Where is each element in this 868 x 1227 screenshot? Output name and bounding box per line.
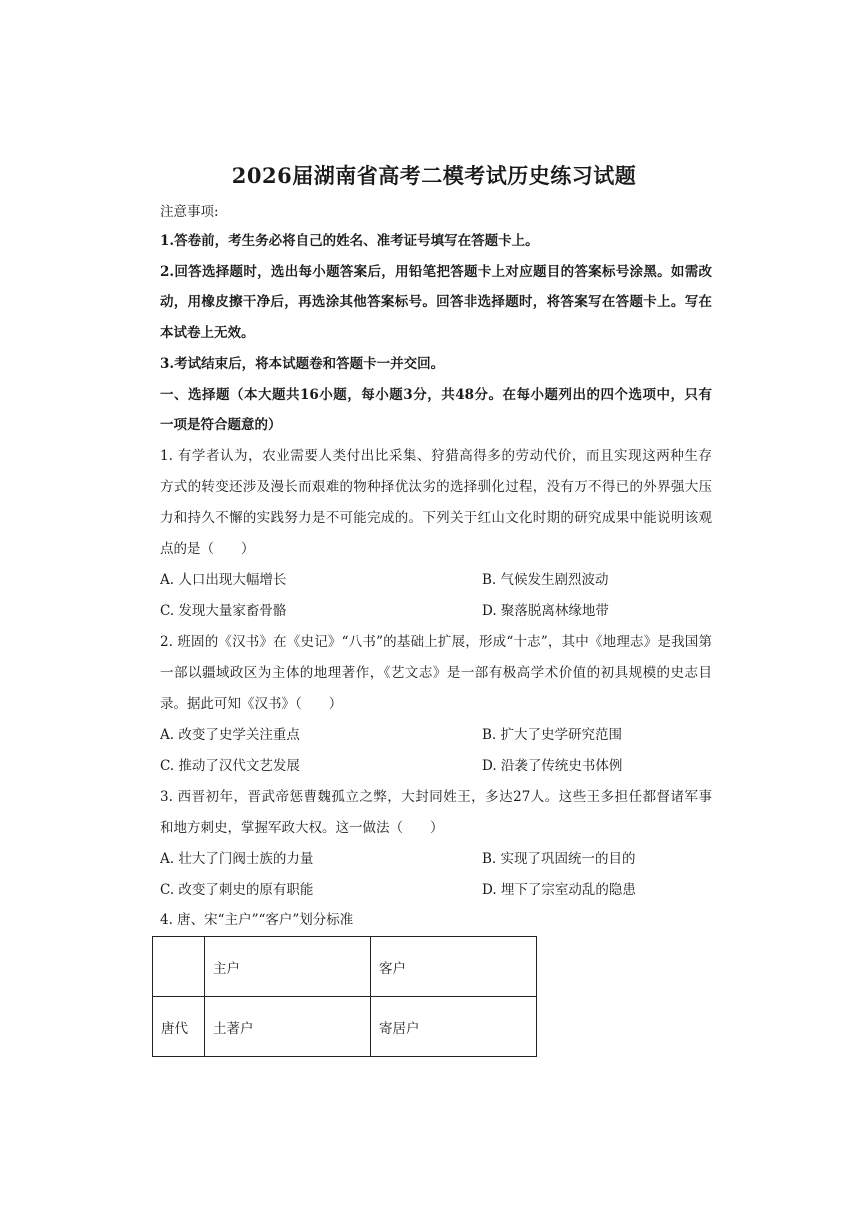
page-title: 2026届湖南省高考二模考试历史练习试题	[231, 163, 637, 188]
question-1-text-line-4: 点的是（ ）	[160, 541, 255, 557]
question-1-text-line-2: 方式的转变还涉及漫长而艰难的物种择优汰劣的选择驯化过程，没有万不得已的外界强大压	[160, 479, 712, 495]
question-3-option-d: D. 埋下了宗室动乱的隐患	[482, 882, 636, 898]
question-2-option-b: B. 扩大了史学研究范围	[482, 727, 623, 743]
question-1-option-c: C. 发现大量家畜骨骼	[160, 603, 287, 619]
table-cell-era: 唐代	[153, 997, 205, 1057]
table-header-cell-empty	[153, 937, 205, 997]
notice-item-2-line-1: 2.回答选择题时，选出每小题答案后，用铅笔把答题卡上对应题目的答案标号涂黑。如需改	[160, 264, 712, 280]
notice-heading: 注意事项:	[160, 204, 219, 220]
household-classification-table	[152, 936, 537, 1057]
section-heading-line-2: 一项是符合题意的）	[160, 417, 282, 433]
table-cell-kehu: 寄居户	[371, 997, 537, 1057]
question-3-text-line-1: 3. 西晋初年，晋武帝惩曹魏孤立之弊，大封同姓王，多达27人。这些王多担任都督诸军事	[160, 789, 712, 805]
question-3-option-c: C. 改变了刺史的原有职能	[160, 882, 314, 898]
question-2-text-line-1: 2. 班固的《汉书》在《史记》“八书”的基础上扩展，形成“十志”，其中《地理志》是我国第	[160, 634, 712, 650]
notice-item-2-line-2: 动，用橡皮擦干净后，再选涂其他答案标号。回答非选择题时，将答案写在答题卡上。写在	[160, 294, 712, 310]
question-1-option-a: A. 人口出现大幅增长	[160, 572, 287, 588]
question-3-option-a: A. 壮大了门阀士族的力量	[160, 851, 314, 867]
question-2-option-d: D. 沿袭了传统史书体例	[482, 758, 623, 774]
question-3-option-b: B. 实现了巩固统一的目的	[482, 851, 636, 867]
question-3-text-line-2: 和地方刺史，掌握军政大权。这一做法（ ）	[160, 820, 444, 836]
question-4-text-line-1: 4. 唐、宋“主户”“客户”划分标准	[160, 912, 354, 928]
table-header-row	[153, 937, 537, 997]
question-2-option-a: A. 改变了史学关注重点	[160, 727, 300, 743]
table-cell-zhuhu: 土著户	[205, 997, 371, 1057]
question-1-text-line-1: 1. 有学者认为，农业需要人类付出比采集、狩猎高得多的劳动代价，而且实现这两种生存	[160, 448, 712, 464]
question-2-option-c: C. 推动了汉代文艺发展	[160, 758, 300, 774]
question-2-text-line-3: 录。据此可知《汉书》（ ）	[160, 696, 343, 712]
table-header-cell-kehu: 客户	[371, 937, 537, 997]
question-1-option-b: B. 气候发生剧烈波动	[482, 572, 609, 588]
notice-item-3: 3.考试结束后，将本试题卷和答题卡一并交回。	[160, 356, 445, 372]
notice-item-2-line-3: 本试卷上无效。	[160, 325, 255, 341]
question-1-option-d: D. 聚落脱离林缘地带	[482, 603, 609, 619]
table-header-cell-zhuhu: 主户	[205, 937, 371, 997]
notice-item-1: 1.答卷前，考生务必将自己的姓名、准考证号填写在答题卡上。	[160, 233, 539, 249]
section-heading-line-1: 一、选择题（本大题共16小题，每小题3分，共48分。在每小题列出的四个选项中，只有	[160, 387, 712, 403]
question-1-text-line-3: 力和持久不懈的实践努力是不可能完成的。下列关于红山文化时期的研究成果中能说明该观	[160, 510, 712, 526]
question-2-text-line-2: 一部以疆域政区为主体的地理著作，《艺文志》是一部有极高学术价值的初具规模的史志目	[160, 665, 712, 681]
table-row	[153, 997, 537, 1057]
